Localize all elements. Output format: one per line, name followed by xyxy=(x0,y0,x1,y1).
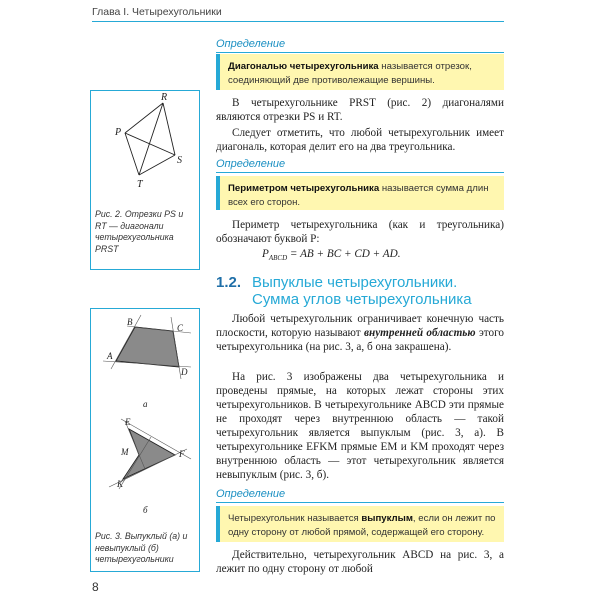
vertex-label-b: B xyxy=(127,317,133,327)
section-title-line-2: Сумма углов четырехугольника xyxy=(252,291,472,308)
definition-term-2: Периметром четырехугольника xyxy=(228,183,380,194)
formula-rhs: = AB + BC + CD + AD. xyxy=(287,248,401,260)
vertex-label-s: S xyxy=(177,155,182,166)
definition-rule-1 xyxy=(216,52,504,53)
definition-box-2 xyxy=(216,176,504,210)
definition-label-1: Определение xyxy=(216,38,286,50)
paragraph-diagonals: В четырехугольнике PRST (рис. 2) диагоналями являются отрезки PS и RT. xyxy=(216,97,504,123)
paragraph-indeed: Действительно, четырехугольник ABCD на рис. 3, а лежит по одну сторону от любой xyxy=(216,549,504,575)
header-rule xyxy=(92,21,504,22)
nonconvex-quadrilateral-efkm xyxy=(123,429,175,479)
definition-text-2: называется сумма длин всех его сторон. xyxy=(228,183,489,208)
vertex-label-k: K xyxy=(117,479,124,489)
page-number: 8 xyxy=(92,580,99,594)
definition-box-1 xyxy=(216,54,504,90)
paragraph-perimeter: Периметр четырехугольника (как и треугольника) обозначают буквой P: xyxy=(216,219,504,245)
vertex-label-r: R xyxy=(161,92,168,103)
figure-3-box xyxy=(90,308,200,572)
term-inner-region: внутренней областью xyxy=(364,327,476,339)
subfigure-label-b: б xyxy=(143,505,148,515)
paragraph-inner-region-start: Любой четырехугольник ограничивает конечную часть плоскости, которую называют xyxy=(216,313,504,339)
side-pr xyxy=(125,103,163,133)
diagonal-ps xyxy=(125,133,175,155)
definition-text-1: называется отрезок, соединяющий две противолежащие вершины. xyxy=(228,61,472,86)
definition-text-3-end: , если он лежит по одну сторону от любой прямой, содержащей его сторону. xyxy=(228,513,496,538)
vertex-label-a: A xyxy=(107,351,113,361)
paragraph-inner-region xyxy=(216,312,504,354)
figure-2-box xyxy=(90,90,200,270)
subfigure-label-a: а xyxy=(143,399,148,409)
vertex-label-f: F xyxy=(179,449,185,459)
side-rs xyxy=(163,103,175,155)
paragraph-note: Следует отметить, что любой четырехугольник имеет диагональ, которая делит его на два треугольника. xyxy=(216,127,504,153)
vertex-label-c: C xyxy=(177,323,184,333)
section-title-line-1: Выпуклые четырехугольники. xyxy=(252,274,458,291)
vertex-label-p: P xyxy=(115,127,122,138)
convex-quadrilateral-abcd xyxy=(116,327,179,367)
paragraph-convex-examples: На рис. 3 изображены два четырехугольника и проведены прямые, на которых лежат стороны этих четырехугольников. В четырехугольнике ABCD эти прямые не проходят через внутреннюю область — такой четырехугольник является выпуклым (рис. 3, а). В четырехугольнике EFKM прямые EM и KM проходят через внутреннюю область — этот четырехугольник является невыпуклым (рис. 3, б). xyxy=(216,371,504,481)
definition-label-2: Определение xyxy=(216,158,286,170)
perimeter-formula xyxy=(262,248,401,262)
definition-label-3: Определение xyxy=(216,488,286,500)
definition-rule-2 xyxy=(216,172,504,173)
side-tp xyxy=(125,133,139,175)
formula-lhs: P xyxy=(262,248,269,260)
figure-3-diagram xyxy=(91,309,199,519)
figure-2-caption: Рис. 2. Отрезки PS и RT — диагонали четырехугольника PRST xyxy=(95,209,184,254)
chapter-header: Глава I. Четырехугольники xyxy=(92,6,222,18)
section-number: 1.2. xyxy=(216,274,242,291)
formula-subscript: ABCD xyxy=(268,254,288,263)
vertex-label-e: E xyxy=(125,417,131,427)
vertex-label-t: T xyxy=(137,179,143,190)
diagonal-rt xyxy=(139,103,163,175)
definition-rule-3 xyxy=(216,502,504,503)
paragraph-inner-region-end: этого четырехугольника (на рис. 3, а, б она закрашена). xyxy=(216,327,504,353)
vertex-label-m: M xyxy=(121,447,129,457)
definition-text-3-start: Четырехугольник называется xyxy=(228,513,362,524)
figure-3-caption: Рис. 3. Выпуклый (а) и невыпуклый (б) четырехугольники xyxy=(95,531,188,564)
definition-term-3: выпуклым xyxy=(361,513,413,524)
definition-term-1: Диагональю четырехугольника xyxy=(228,61,379,72)
definition-box-3 xyxy=(216,506,504,542)
vertex-label-d: D xyxy=(181,367,188,377)
figure-2-diagram xyxy=(91,91,199,201)
